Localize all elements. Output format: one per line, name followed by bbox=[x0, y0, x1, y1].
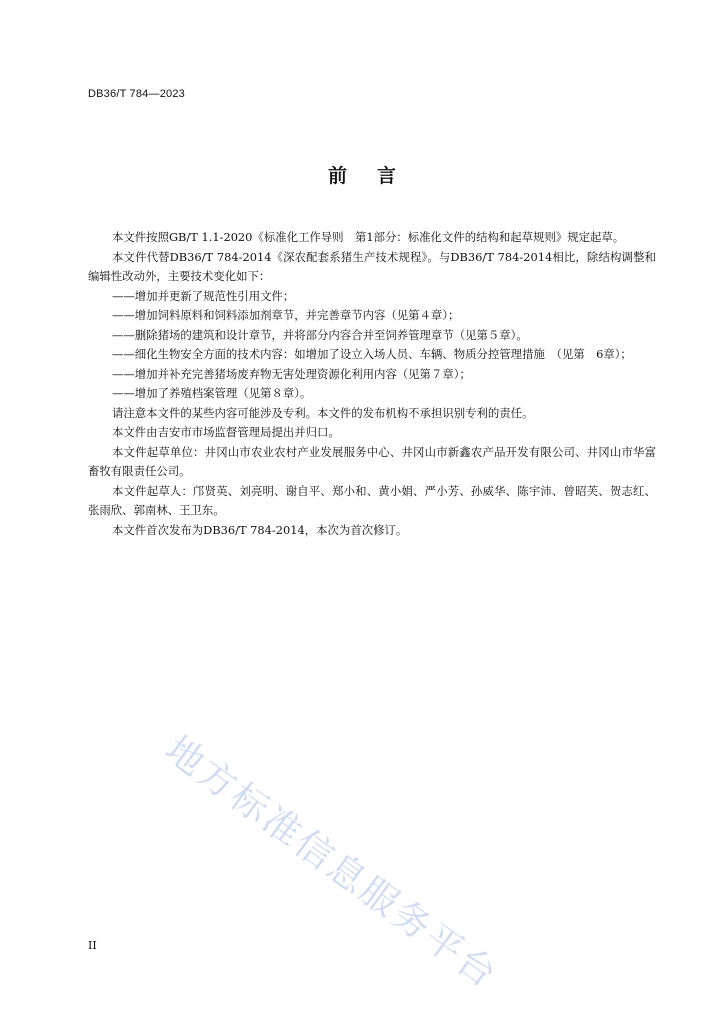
change-item: ——细化生物安全方面的技术内容：如增加了设立入场人员、车辆、物质分控管理措施 （见第 6章）； bbox=[112, 347, 632, 361]
paragraph-proposer: 本文件由吉安市市场监督管理局提出并归口。 bbox=[112, 425, 340, 439]
paragraph-patent-notice: 请注意本文件的某些内容可能涉及专利。本文件的发布机构不承担识别专利的责任。 bbox=[112, 405, 534, 420]
paragraph-replaces: 本文件代替DB36/T 784-2014《深农配套系猪生产技术规程》。与DB36/T 784-2014相比，除结构调整和编辑性改动外，主要技术变化如下： bbox=[88, 249, 656, 283]
paragraph-publication-history: 本文件首次发布为DB36/T 784-2014，本次为首次修订。 bbox=[112, 522, 408, 537]
document-code: DB36/T 784—2023 bbox=[88, 88, 185, 100]
change-item: ——增加饲料原料和饲料添加剂章节，并完善章节内容（见第４章）； bbox=[112, 308, 460, 322]
page-number: II bbox=[88, 939, 97, 952]
page-title bbox=[0, 161, 724, 188]
paragraph-drafting-rules: 本文件按照GB/T 1.1-2020《标准化工作导则 第1部分：标准化文件的结构和起草规则》规定起草。 bbox=[112, 230, 625, 244]
paragraph-drafters: 本文件起草人：邝贤英、刘亮明、谢自平、郑小和、黄小娟、严小芳、孙威华、陈宇沛、曾昭芙、贺志红、张雨欣、郭南林、王卫东。 bbox=[88, 483, 656, 517]
watermark: 地方标准信息服务平台 bbox=[157, 727, 507, 998]
change-item: ——删除猪场的建筑和设计章节，并将部分内容合并至饲养管理章节（见第５章）。 bbox=[112, 327, 528, 342]
change-item: ——增加了养殖档案管理（见第８章）。 bbox=[112, 386, 312, 400]
change-item: ——增加并补充完善猪场废弃物无害处理资源化利用内容（见第７章）； bbox=[112, 366, 471, 381]
change-item: ——增加并更新了规范性引用文件； bbox=[112, 288, 295, 303]
foreword-body bbox=[88, 228, 656, 540]
title-char-1: 前 bbox=[327, 165, 347, 187]
title-char-2: 言 bbox=[377, 165, 397, 187]
paragraph-drafting-units: 本文件起草单位：井冈山市农业农村产业发展服务中心、井冈山市新鑫农产品开发有限公司、井冈山市华富畜牧有限责任公司。 bbox=[88, 444, 656, 478]
